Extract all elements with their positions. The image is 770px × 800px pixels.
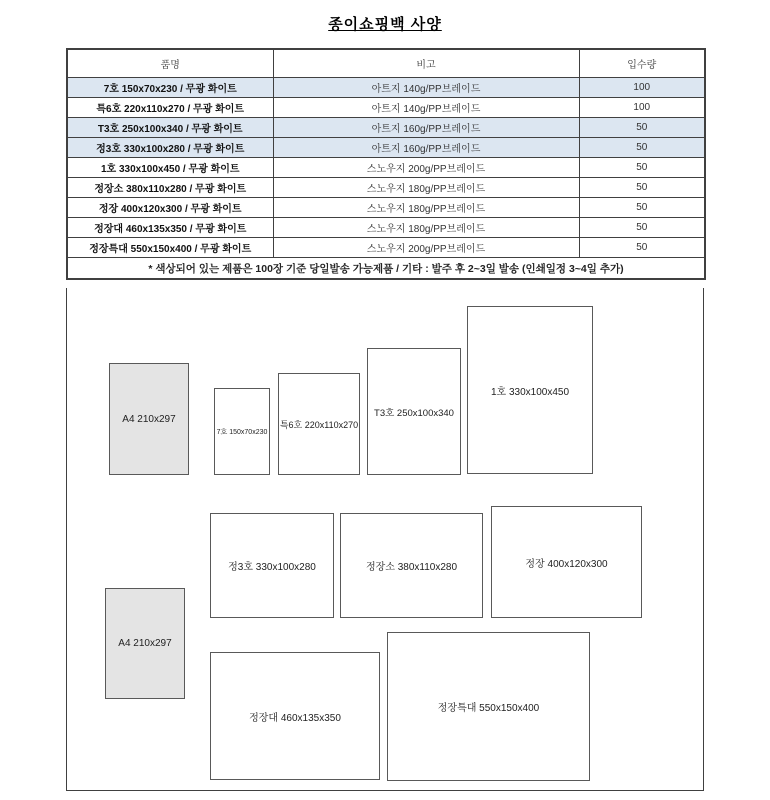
diagram-box-label: 특6호 220x110x270 [279, 419, 359, 430]
product-name-cell: 정장특대 550x150x400 / 무광 화이트 [67, 238, 273, 258]
diagram-box-jeongjang [491, 506, 642, 618]
quantity-cell: 50 [579, 138, 705, 158]
remarks-cell: 아트지 140g/PP브레이드 [273, 78, 579, 98]
spec-table [66, 48, 706, 280]
diagram-box-label: 정3호 330x100x280 [228, 562, 316, 573]
diagram-box-jeongjangso [340, 513, 483, 618]
diagram-box-jeongjangdae [210, 652, 380, 780]
table-row [67, 178, 705, 198]
quantity-cell: 100 [579, 78, 705, 98]
quantity-cell: 50 [579, 178, 705, 198]
col-header-product-name: 품명 [67, 49, 273, 78]
remarks-cell: 스노우지 200g/PP브레이드 [273, 158, 579, 178]
remarks-cell: 아트지 140g/PP브레이드 [273, 98, 579, 118]
table-row [67, 198, 705, 218]
diagram-box-jeong3ho [210, 513, 334, 618]
diagram-box-7ho [214, 388, 270, 475]
diagram-box-teuk6ho [278, 373, 360, 475]
product-name-cell: 정장대 460x135x350 / 무광 화이트 [67, 218, 273, 238]
diagram-box-label: 7호 150x70x230 [216, 428, 268, 436]
diagram-box-label: 1호 330x100x450 [490, 386, 570, 398]
quantity-cell: 50 [579, 238, 705, 258]
table-row [67, 218, 705, 238]
diagram-box-a4-reference [109, 363, 189, 475]
product-name-cell: 특6호 220x110x270 / 무광 화이트 [67, 98, 273, 118]
col-header-quantity: 입수량 [579, 49, 705, 78]
remarks-cell: 아트지 160g/PP브레이드 [273, 118, 579, 138]
col-header-remarks: 비고 [273, 49, 579, 78]
table-row [67, 118, 705, 138]
diagram-box-jeongjangteukdae [387, 632, 590, 781]
quantity-cell: 50 [579, 198, 705, 218]
remarks-cell: 스노우지 180g/PP브레이드 [273, 178, 579, 198]
product-name-cell: 정3호 330x100x280 / 무광 화이트 [67, 138, 273, 158]
remarks-cell: 스노우지 200g/PP브레이드 [273, 238, 579, 258]
diagram-box-label: 정장소 380x110x280 [365, 562, 458, 573]
product-name-cell: 7호 150x70x230 / 무광 화이트 [67, 78, 273, 98]
diagram-box-label: 정장특대 550x150x400 [437, 703, 540, 714]
remarks-cell: 아트지 160g/PP브레이드 [273, 138, 579, 158]
table-row [67, 98, 705, 118]
product-name-cell: 1호 330x100x450 / 무광 화이트 [67, 158, 273, 178]
product-name-cell: T3호 250x100x340 / 무광 화이트 [67, 118, 273, 138]
table-row [67, 158, 705, 178]
quantity-cell: 50 [579, 118, 705, 138]
diagram-box-label: 정장대 460x135x350 [249, 712, 341, 724]
diagram-box-a4-reference [105, 588, 185, 699]
diagram-box-label: 정장 400x120x300 [525, 558, 608, 570]
quantity-cell: 50 [579, 218, 705, 238]
diagram-box-1ho [467, 306, 593, 474]
diagram-box-label: T3호 250x100x340 [374, 407, 454, 419]
table-row [67, 238, 705, 258]
size-comparison-diagram [66, 288, 704, 791]
product-name-cell: 정장소 380x110x280 / 무광 화이트 [67, 178, 273, 198]
shipping-footnote: * 색상되어 있는 제품은 100장 기준 당일발송 가능제품 / 기타 : 발주 후 2~3일 발송 (인쇄일정 3~4일 추가) [67, 258, 705, 280]
table-row [67, 138, 705, 158]
diagram-box-label: A4 210x297 [118, 638, 172, 649]
product-name-cell: 정장 400x120x300 / 무광 화이트 [67, 198, 273, 218]
remarks-cell: 스노우지 180g/PP브레이드 [273, 198, 579, 218]
footnote-row [67, 258, 705, 280]
page-title: 종이쇼핑백 사양 [328, 16, 442, 33]
remarks-cell: 스노우지 180g/PP브레이드 [273, 218, 579, 238]
quantity-cell: 50 [579, 158, 705, 178]
quantity-cell: 100 [579, 98, 705, 118]
diagram-box-t3ho [367, 348, 461, 475]
diagram-box-label: A4 210x297 [122, 413, 176, 425]
table-header-row [67, 49, 705, 78]
table-row [67, 78, 705, 98]
